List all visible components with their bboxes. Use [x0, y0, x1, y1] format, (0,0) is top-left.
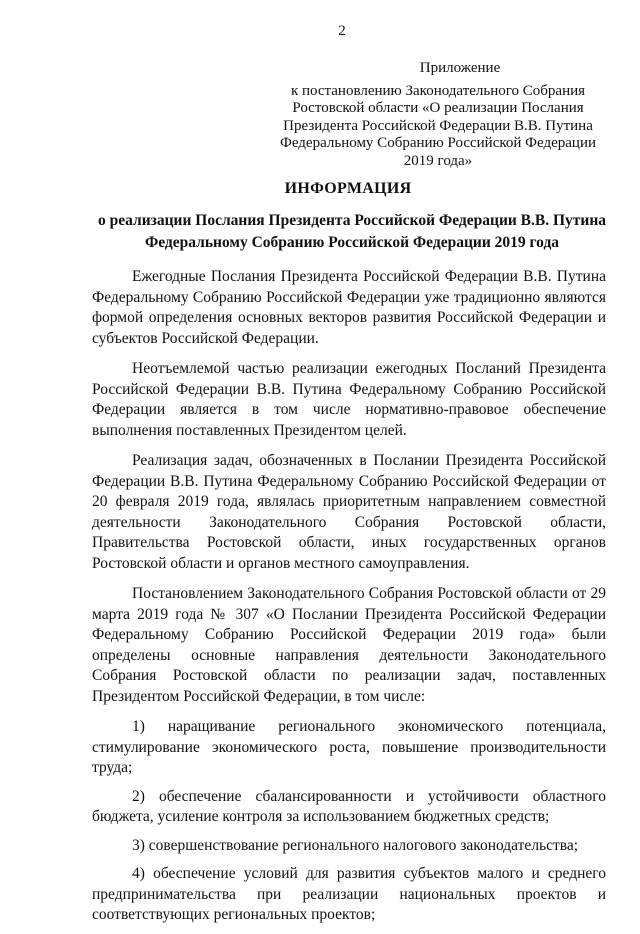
subtitle-line: о реализации Послания Президента Российской Федерации В.В. Путина	[97, 212, 607, 229]
paragraph: Реализация задач, обозначенных в Послании Президента Российской Федерации В.В. Путина Федеральному Собранию Российской Федерации от 20 февраля 2019 года, являлась приоритетным направлением совместной деятельности Законодательного Собрания Ростовской области, Правительства Ростовской области, иных государственных органов Ростовской области и органов местного самоуправления.	[92, 452, 606, 572]
appendix-line: 2019 года»	[403, 152, 473, 169]
document-subtitle	[95, 210, 609, 254]
paragraph: Неотъемлемой частью реализации ежегодных Посланий Президента Российской Федерации В.В. Путина Федеральному Собранию Российской Федерации является в том числе нормативно-правовое обеспечение выполнения поставленных Президентом целей.	[92, 360, 606, 439]
paragraph: Ежегодные Послания Президента Российской Федерации В.В. Путина Федеральному Собранию Российской Федерации уже традиционно являются формой определения основных векторов развития Российской Федерации и субъектов Российской Федерации.	[92, 268, 606, 347]
appendix-block	[268, 60, 608, 170]
list-item: 4) обеспечение условий для развития субъектов малого и среднего предпринимательства при реализации национальных проектов и соответствующих региональных проектов;	[92, 865, 606, 923]
appendix-line: Ростовской области «О реализации Послания	[292, 100, 584, 116]
list-item: 2) обеспечение сбалансированности и устойчивости областного бюджета, усиление контроля за использованием бюджетных средств;	[92, 787, 606, 825]
appendix-line: Президента Российской Федерации В.В. Путина	[283, 117, 593, 134]
document-body	[92, 267, 606, 934]
appendix-line: Федеральному Собранию Российской Федерации	[279, 135, 597, 151]
list-item: 3) совершенствование регионального налогового законодательства;	[132, 836, 579, 854]
appendix-line: к постановлению Законодательного Собрания	[290, 82, 586, 99]
page-number: 2	[338, 23, 346, 39]
subtitle-line: Федеральному Собранию Российской Федерации 2019 года	[144, 234, 560, 251]
list-item: 1) наращивание регионального экономического потенциала, стимулирование экономического роста, повышение производительности труда;	[92, 718, 606, 776]
appendix-title: Приложение	[419, 60, 501, 76]
paragraph: Постановлением Законодательного Собрания Ростовской области от 29 марта 2019 года № 307 «О Послании Президента Российской Федерации Федеральному Собранию Российской Федерации 2019 года» были определены основные направления деятельности Законодательного Собрания Ростовской области по реализации задач, поставленных Президентом Российской Федерации, в том числе:	[92, 585, 606, 705]
document-title: ИНФОРМАЦИЯ	[284, 180, 412, 197]
